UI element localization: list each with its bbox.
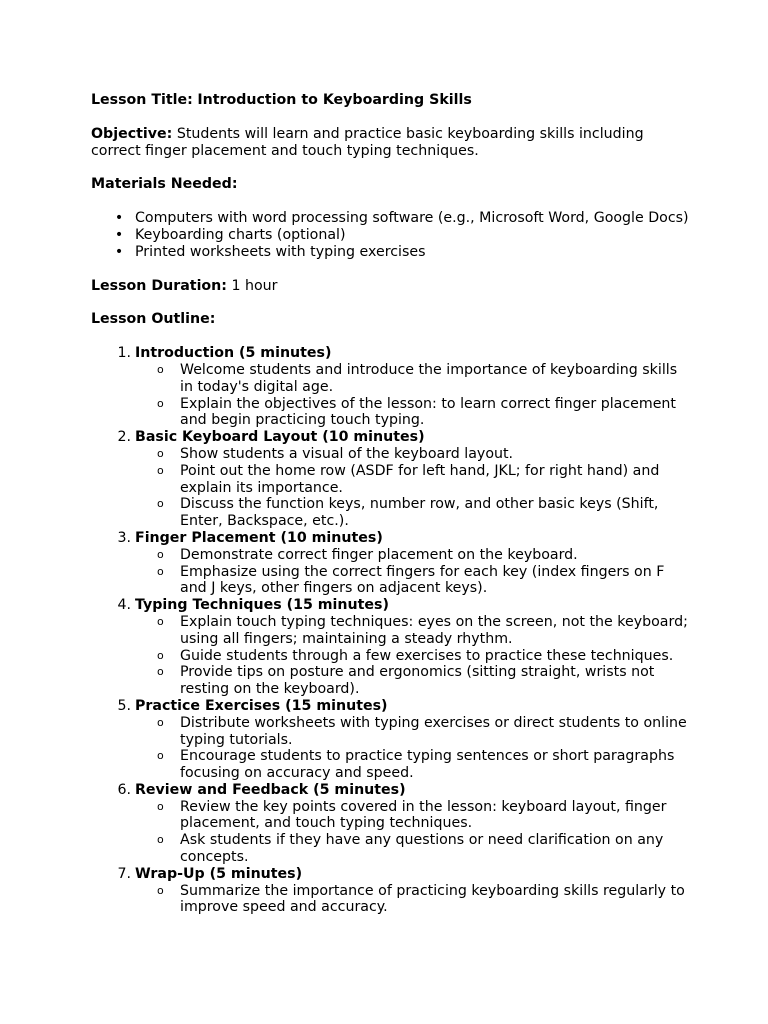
outline-section <box>91 429 691 530</box>
outline-heading: Review and Feedback (5 minutes) <box>135 781 406 798</box>
outline-heading: Basic Keyboard Layout (10 minutes) <box>135 429 425 446</box>
materials-heading: Materials Needed: <box>91 176 238 193</box>
outline-subitem <box>135 396 691 430</box>
outline-sublist <box>135 799 691 866</box>
outline-number: 1. <box>117 345 131 362</box>
outline-subitem <box>135 748 691 782</box>
outline-subitem-text: Provide tips on posture and ergonomics (sitting straight, wrists not resting on the keyboard). <box>180 664 655 698</box>
outline-subitem <box>135 883 691 917</box>
materials-item <box>91 210 691 227</box>
circle-bullet-icon: o <box>157 665 164 679</box>
bullet-icon: • <box>114 243 124 260</box>
lesson-title-value: Introduction to Keyboarding Skills <box>197 92 472 108</box>
outline-number: 6. <box>117 781 131 798</box>
outline-subitem-text: Summarize the importance of practicing keyboarding skills regularly to improve speed and accuracy. <box>180 882 685 916</box>
outline-number: 3. <box>117 529 131 546</box>
outline-number: 4. <box>117 597 131 614</box>
outline-heading: Wrap-Up (5 minutes) <box>135 865 303 882</box>
circle-bullet-icon: o <box>157 362 164 376</box>
outline-sublist <box>135 614 691 698</box>
outline-subitem <box>135 362 691 396</box>
lesson-title <box>91 92 691 109</box>
outline-subitem <box>135 496 691 530</box>
circle-bullet-icon: o <box>157 463 164 477</box>
materials-item-text: Keyboarding charts (optional) <box>135 226 346 243</box>
outline-section <box>91 597 691 698</box>
outline-subitem <box>135 547 691 564</box>
outline-list <box>91 345 691 916</box>
circle-bullet-icon: o <box>157 799 164 813</box>
outline-sublist <box>135 883 691 917</box>
outline-section <box>91 782 691 866</box>
materials-item-text: Computers with word processing software (e.g., Microsoft Word, Google Docs) <box>135 210 689 227</box>
circle-bullet-icon: o <box>157 648 164 662</box>
circle-bullet-icon: o <box>157 749 164 763</box>
duration <box>91 278 691 295</box>
outline-subitem-text: Show students a visual of the keyboard layout. <box>180 445 514 462</box>
materials-list <box>91 210 691 260</box>
outline-subitem <box>135 614 691 648</box>
outline-subitem <box>135 564 691 598</box>
outline-section <box>91 345 691 429</box>
outline-section <box>91 866 691 916</box>
outline-heading: Finger Placement (10 minutes) <box>135 529 383 546</box>
outline-sublist <box>135 446 691 530</box>
circle-bullet-icon: o <box>157 446 164 460</box>
outline-subitem <box>135 463 691 497</box>
outline-subitem-text: Point out the home row (ASDF for left hand, JKL; for right hand) and explain its importance. <box>180 462 660 496</box>
outline-subitem <box>135 715 691 749</box>
outline-subitem-text: Guide students through a few exercises to practice these techniques. <box>180 647 674 664</box>
bullet-icon: • <box>114 210 124 227</box>
outline-heading: Typing Techniques (15 minutes) <box>135 597 389 614</box>
outline-sublist <box>135 715 691 782</box>
outline-number: 2. <box>117 429 131 446</box>
duration-label: Lesson Duration: <box>91 277 227 294</box>
circle-bullet-icon: o <box>157 547 164 561</box>
outline-subitem <box>135 664 691 698</box>
outline-number: 7. <box>117 865 131 882</box>
outline-section <box>91 698 691 782</box>
outline-subitem-text: Ask students if they have any questions or need clarification on any concepts. <box>180 832 664 866</box>
objective-text: Students will learn and practice basic keyboarding skills including correct finger placement and touch typing techniques. <box>91 125 644 159</box>
outline-subitem <box>135 446 691 463</box>
duration-value: 1 hour <box>231 277 278 294</box>
circle-bullet-icon: o <box>157 833 164 847</box>
circle-bullet-icon: o <box>157 715 164 729</box>
outline-subitem <box>135 832 691 866</box>
circle-bullet-icon: o <box>157 497 164 511</box>
objective-label: Objective: <box>91 125 173 142</box>
outline-subitem-text: Encourage students to practice typing sentences or short paragraphs focusing on accuracy and speed. <box>180 748 675 782</box>
outline-sublist <box>135 362 691 429</box>
outline-sublist <box>135 547 691 597</box>
lesson-title-label: Lesson Title: <box>91 92 193 108</box>
outline-heading: Introduction (5 minutes) <box>135 345 332 362</box>
outline-subitem-text: Emphasize using the correct fingers for each key (index fingers on F and J keys, other fingers on adjacent keys). <box>180 563 665 597</box>
materials-item <box>91 227 691 244</box>
outline-subitem-text: Review the key points covered in the lesson: keyboard layout, finger placement, and touch typing techniques. <box>180 798 667 832</box>
outline-subitem <box>135 799 691 833</box>
circle-bullet-icon: o <box>157 883 164 897</box>
outline-subitem-text: Distribute worksheets with typing exercises or direct students to online typing tutorials. <box>180 714 687 748</box>
outline-subitem-text: Explain touch typing techniques: eyes on the screen, not the keyboard; using all fingers; maintaining a steady rhythm. <box>180 613 688 647</box>
objective <box>91 126 691 160</box>
outline-section <box>91 530 691 597</box>
bullet-icon: • <box>114 226 124 243</box>
outline-subitem-text: Demonstrate correct finger placement on the keyboard. <box>180 546 578 563</box>
outline-subitem-text: Explain the objectives of the lesson: to learn correct finger placement and begin practicing touch typing. <box>180 395 676 429</box>
circle-bullet-icon: o <box>157 396 164 410</box>
outline-number: 5. <box>117 697 131 714</box>
document-page <box>91 92 691 916</box>
outline-heading: Practice Exercises (15 minutes) <box>135 697 388 714</box>
outline-subitem-text: Discuss the function keys, number row, and other basic keys (Shift, Enter, Backspace, etc.). <box>180 496 659 530</box>
materials-item <box>91 244 691 261</box>
outline-subitem-text: Welcome students and introduce the importance of keyboarding skills in today's digital age. <box>180 361 678 395</box>
outline-subitem <box>135 648 691 665</box>
circle-bullet-icon: o <box>157 614 164 628</box>
circle-bullet-icon: o <box>157 564 164 578</box>
materials-item-text: Printed worksheets with typing exercises <box>135 243 426 260</box>
outline-heading: Lesson Outline: <box>91 311 216 328</box>
